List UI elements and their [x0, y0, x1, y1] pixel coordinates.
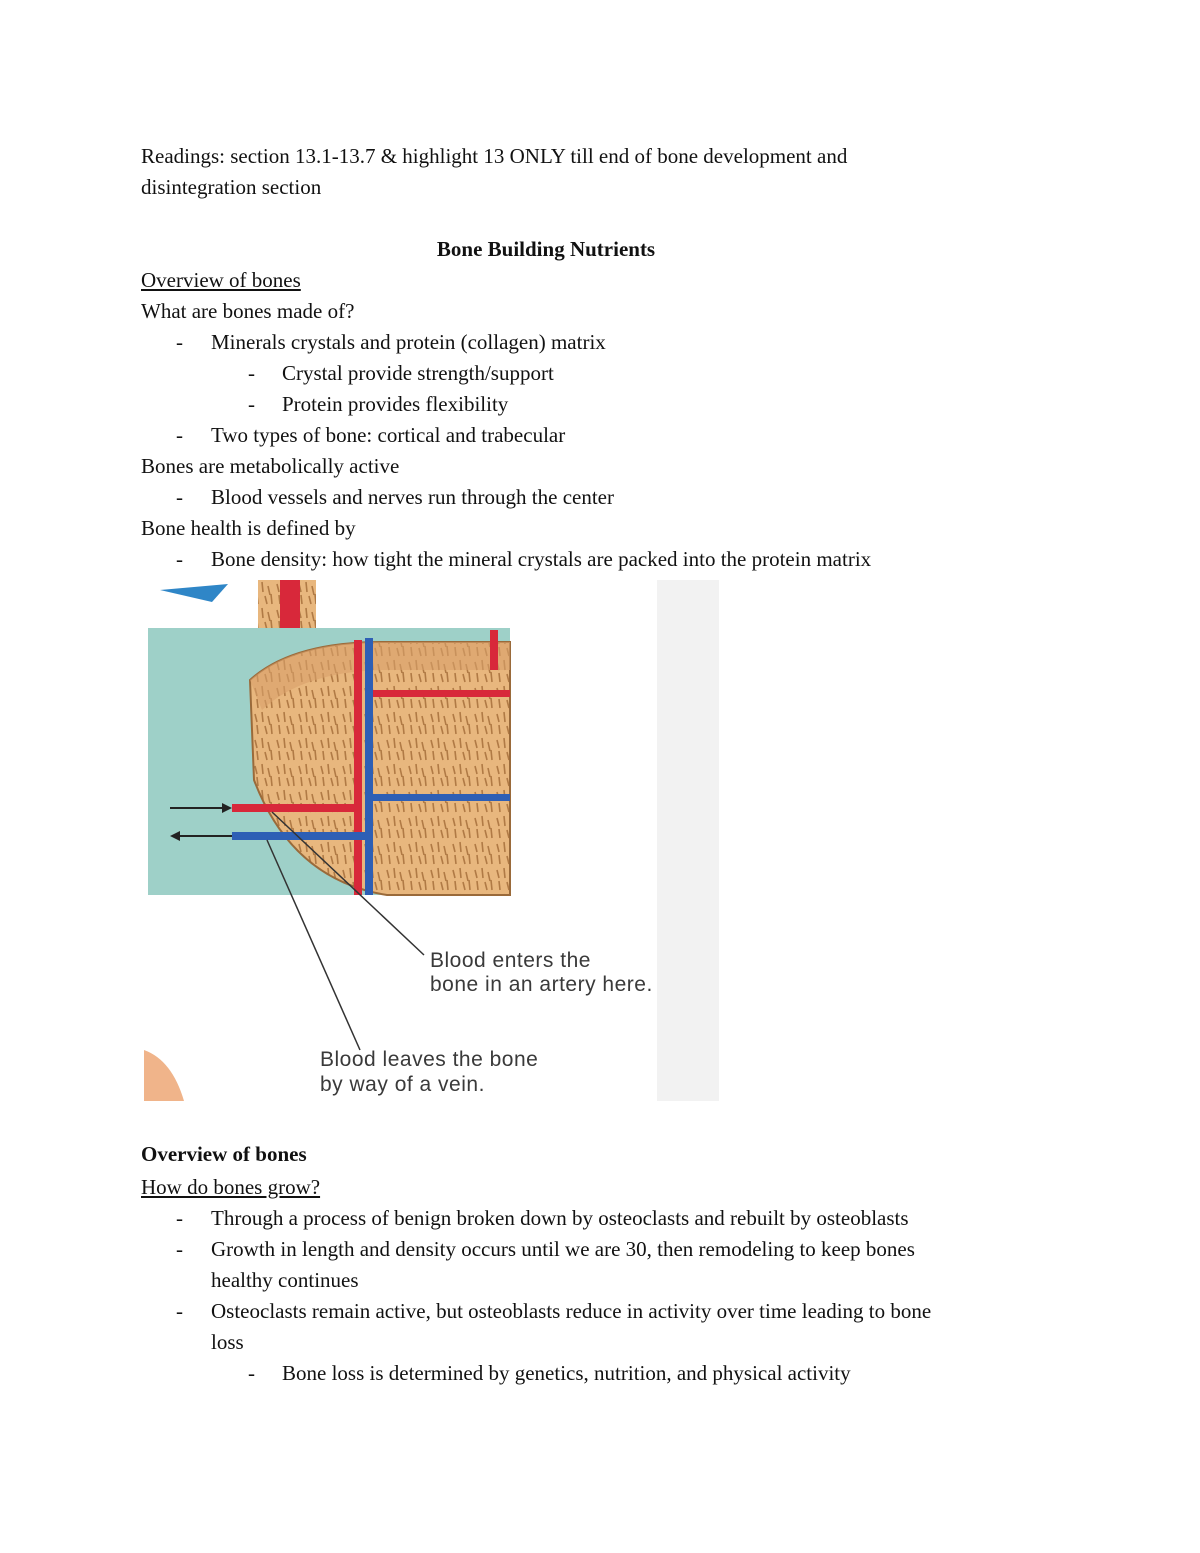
- artery-horizontal: [232, 804, 362, 812]
- artery-top: [490, 630, 498, 670]
- question-text: Bone health is defined by: [141, 516, 356, 540]
- bullet-dash: -: [176, 423, 183, 447]
- bullet-dash: -: [248, 392, 255, 416]
- label-blood-leaves-2: by way of a vein.: [320, 1073, 485, 1096]
- section-heading-bold: Overview of bones: [141, 1142, 307, 1166]
- bone-fragment: [144, 1050, 184, 1101]
- list-item-continuation: loss: [211, 1330, 244, 1354]
- marrow-canal: [280, 580, 300, 628]
- vein-horizontal: [232, 832, 372, 840]
- list-item: Minerals crystals and protein (collagen) matrix: [211, 330, 606, 354]
- list-item: Bone density: how tight the mineral crystals are packed into the protein matrix: [211, 547, 872, 571]
- label-blood-enters-1: Blood enters the: [430, 949, 591, 972]
- list-item-continuation: healthy continues: [211, 1268, 359, 1292]
- list-item: Through a process of benign broken down by osteoclasts and rebuilt by osteoblasts: [211, 1206, 909, 1230]
- label-blood-enters-2: bone in an artery here.: [430, 973, 653, 996]
- section-heading: Overview of bones: [141, 268, 301, 292]
- margin-strip: [657, 580, 719, 1101]
- readings-line-1: Readings: section 13.1-13.7 & highlight 13 ONLY till end of bone development and: [141, 144, 848, 168]
- page-title: Bone Building Nutrients: [436, 237, 656, 261]
- readings-line-2: disintegration section: [141, 175, 322, 199]
- bullet-dash: -: [176, 330, 183, 354]
- list-item: Bone loss is determined by genetics, nutrition, and physical activity: [282, 1361, 851, 1385]
- list-item: Crystal provide strength/support: [282, 361, 554, 385]
- bullet-dash: -: [248, 1361, 255, 1385]
- list-item: Osteoclasts remain active, but osteoblasts reduce in activity over time leading to bone: [211, 1299, 932, 1323]
- bullet-dash: -: [248, 361, 255, 385]
- bullet-dash: -: [176, 1299, 183, 1323]
- list-item: Protein provides flexibility: [282, 392, 509, 416]
- bone-blood-supply-figure: [142, 580, 719, 1101]
- list-item: Two types of bone: cortical and trabecular: [211, 423, 566, 447]
- label-blood-leaves-1: Blood leaves the bone: [320, 1048, 539, 1071]
- bullet-dash: -: [176, 547, 183, 571]
- artery-vertical: [354, 640, 362, 895]
- list-item: Growth in length and density occurs until we are 30, then remodeling to keep bones: [211, 1237, 915, 1261]
- question-text: What are bones made of?: [141, 299, 355, 323]
- bullet-dash: -: [176, 1206, 183, 1230]
- list-item: Blood vessels and nerves run through the center: [211, 485, 614, 509]
- vein-vertical: [365, 638, 373, 895]
- blue-triangle-shape: [160, 584, 228, 602]
- artery-branch: [373, 690, 510, 697]
- bullet-dash: -: [176, 1237, 183, 1261]
- question-text: Bones are metabolically active: [141, 454, 400, 478]
- bullet-dash: -: [176, 485, 183, 509]
- vein-branch: [373, 794, 510, 801]
- section-subheading: How do bones grow?: [141, 1175, 321, 1199]
